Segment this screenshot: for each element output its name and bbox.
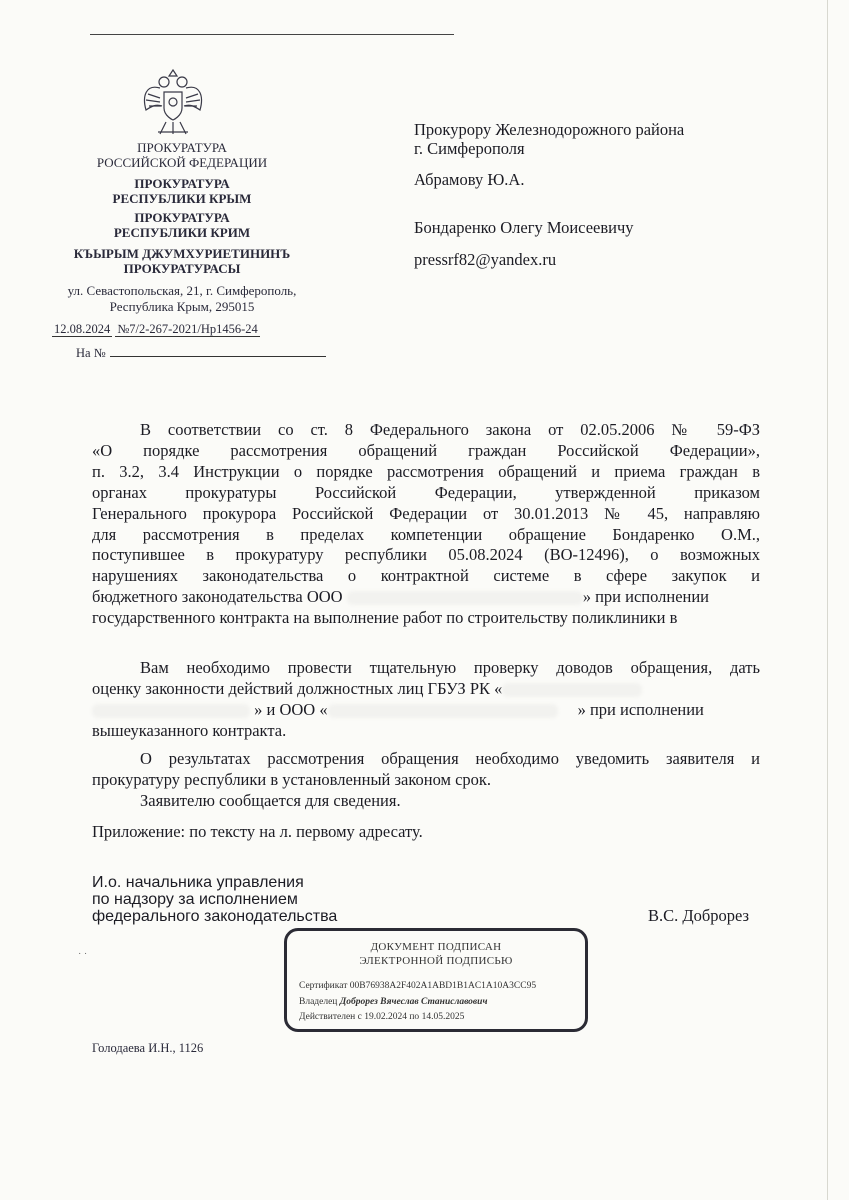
recipient-prosecutor: Прокурору Железнодорожного района г. Симферополя: [414, 120, 685, 158]
recipient-name: Абрамову Ю.А.: [414, 170, 525, 189]
redacted-ooo: [328, 704, 558, 718]
recipient-applicant: Бондаренко Олегу Моисеевичу: [414, 218, 634, 237]
ooo-suffix: » при исполнении: [577, 699, 704, 719]
stamp-title-1: ДОКУМЕНТ ПОДПИСАН: [370, 941, 502, 953]
paragraph-2: [92, 658, 760, 742]
paragraph-line: нарушениях законодательства о контрактной системе в сфере закупок и: [92, 566, 760, 586]
paragraph-line: для рассмотрения в пределах компетенции обращение Бондаренко О.М.,: [92, 524, 760, 544]
paragraph-line: вышеуказанного контракта.: [92, 720, 287, 740]
company-suffix: » при исполнении: [582, 587, 710, 607]
org-name-crimea-ru: ПРОКУРАТУРА РЕСПУБЛИКИ КРЫМ: [112, 176, 252, 206]
cert-value: 00B76938A2F402A1ABD1B1AC1A10A3CC95: [349, 981, 537, 991]
registration-line: [52, 322, 260, 337]
owner-label: Владелец: [299, 997, 338, 1007]
paragraph-3: О результатах рассмотрения обращения необходимо уведомить заявителя и прокуратуру республики в установленный законом срок.: [92, 749, 760, 789]
paragraph-line: поступившее в прокуратуру республики 05.08.2024 (ВО-12496), о возможных: [92, 545, 760, 565]
paragraph-line: государственного контракта на выполнение работ по строительству поликлиники в: [92, 608, 678, 628]
signer-name: В.С. Доброрез: [648, 906, 750, 925]
paragraph-line: «О порядке рассмотрения обращений граждан Российской Федерации»,: [92, 440, 760, 460]
paragraph-line: Генерального прокурора Российской Федерации от 30.01.2013 № 45, направляю: [92, 503, 760, 523]
reg-date: 12.08.2024: [54, 322, 111, 336]
reference-label: На №: [76, 346, 106, 360]
org-name-crimea-ua: ПРОКУРАТУРА РЕСПУБЛИКИ КРИМ: [113, 210, 251, 240]
gbuz-prefix: оценку законности действий должностных лиц ГБУЗ РК «: [92, 678, 503, 698]
paragraph-line: В соответствии со ст. 8 Федерального закона от 02.05.2006 № 59-ФЗ: [140, 420, 760, 439]
paragraph-line: органах прокуратуры Российской Федерации, утвержденной приказом: [92, 482, 760, 502]
reference-line: [76, 346, 326, 361]
paragraph-1: [92, 420, 760, 629]
org-address: ул. Севастопольская, 21, г. Симферополь, Республика Крым, 295015: [67, 283, 297, 314]
paragraph-line-redacted: [92, 700, 760, 721]
ooo-mid: » и ООО «: [254, 699, 328, 719]
stamp-validity: [299, 1012, 464, 1023]
signer-position: И.о. начальника управления по надзору за исполнением федерального законодательства: [92, 874, 338, 925]
valid-to-label: по: [409, 1012, 420, 1022]
paragraph-line-redacted: [92, 679, 760, 700]
owner-value: Доброрез Вячеслав Станиславович: [339, 997, 488, 1007]
redacted-gbuz: [502, 683, 642, 697]
valid-to: 14.05.2025: [421, 1012, 465, 1022]
recipient-email: pressrf82@yandex.ru: [414, 250, 557, 269]
attachment-note: Приложение: по тексту на л. первому адресату.: [92, 822, 423, 841]
reg-number: №7/2-267-2021/Нр1456-24: [117, 322, 258, 336]
paragraph-line: Вам необходимо провести тщательную проверку доводов обращения, дать: [140, 658, 760, 677]
reference-blank: [110, 346, 326, 357]
org-name-crimea-tatar: КЪЫРЫМ ДЖУМХУРИЕТИНИНЪ ПРОКУРАТУРАСЫ: [73, 246, 291, 276]
paragraph-line: п. 3.2, 3.4 Инструкции о порядке рассмотрения обращений и приема граждан в: [92, 461, 760, 481]
stamp-title-2: ЭЛЕКТРОННОЙ ПОДПИСЬЮ: [359, 955, 513, 967]
executor-footer: Голодаева И.Н., 1126: [92, 1041, 204, 1055]
stamp-certificate: [299, 981, 536, 992]
stray-marks: ˙ ˙: [78, 952, 88, 963]
electronic-signature-stamp: [284, 928, 588, 1032]
page-edge: [827, 0, 828, 1200]
valid-label: Действителен с: [299, 1012, 362, 1022]
paragraph-4: Заявителю сообщается для сведения.: [140, 791, 401, 810]
valid-from: 19.02.2024: [364, 1012, 407, 1022]
company-prefix: бюджетного законодательства ООО: [92, 587, 343, 607]
org-name-russia: ПРОКУРАТУРА РОССИЙСКОЙ ФЕДЕРАЦИИ: [96, 140, 268, 170]
redacted-gbuz-cont: [92, 704, 250, 718]
paragraph-line-redacted: [92, 587, 760, 608]
stamp-owner: [299, 997, 487, 1008]
cert-label: Сертификат: [299, 981, 348, 991]
coat-of-arms-emblem: [140, 66, 206, 138]
redacted-company: [347, 591, 583, 605]
top-rule: [90, 34, 454, 35]
